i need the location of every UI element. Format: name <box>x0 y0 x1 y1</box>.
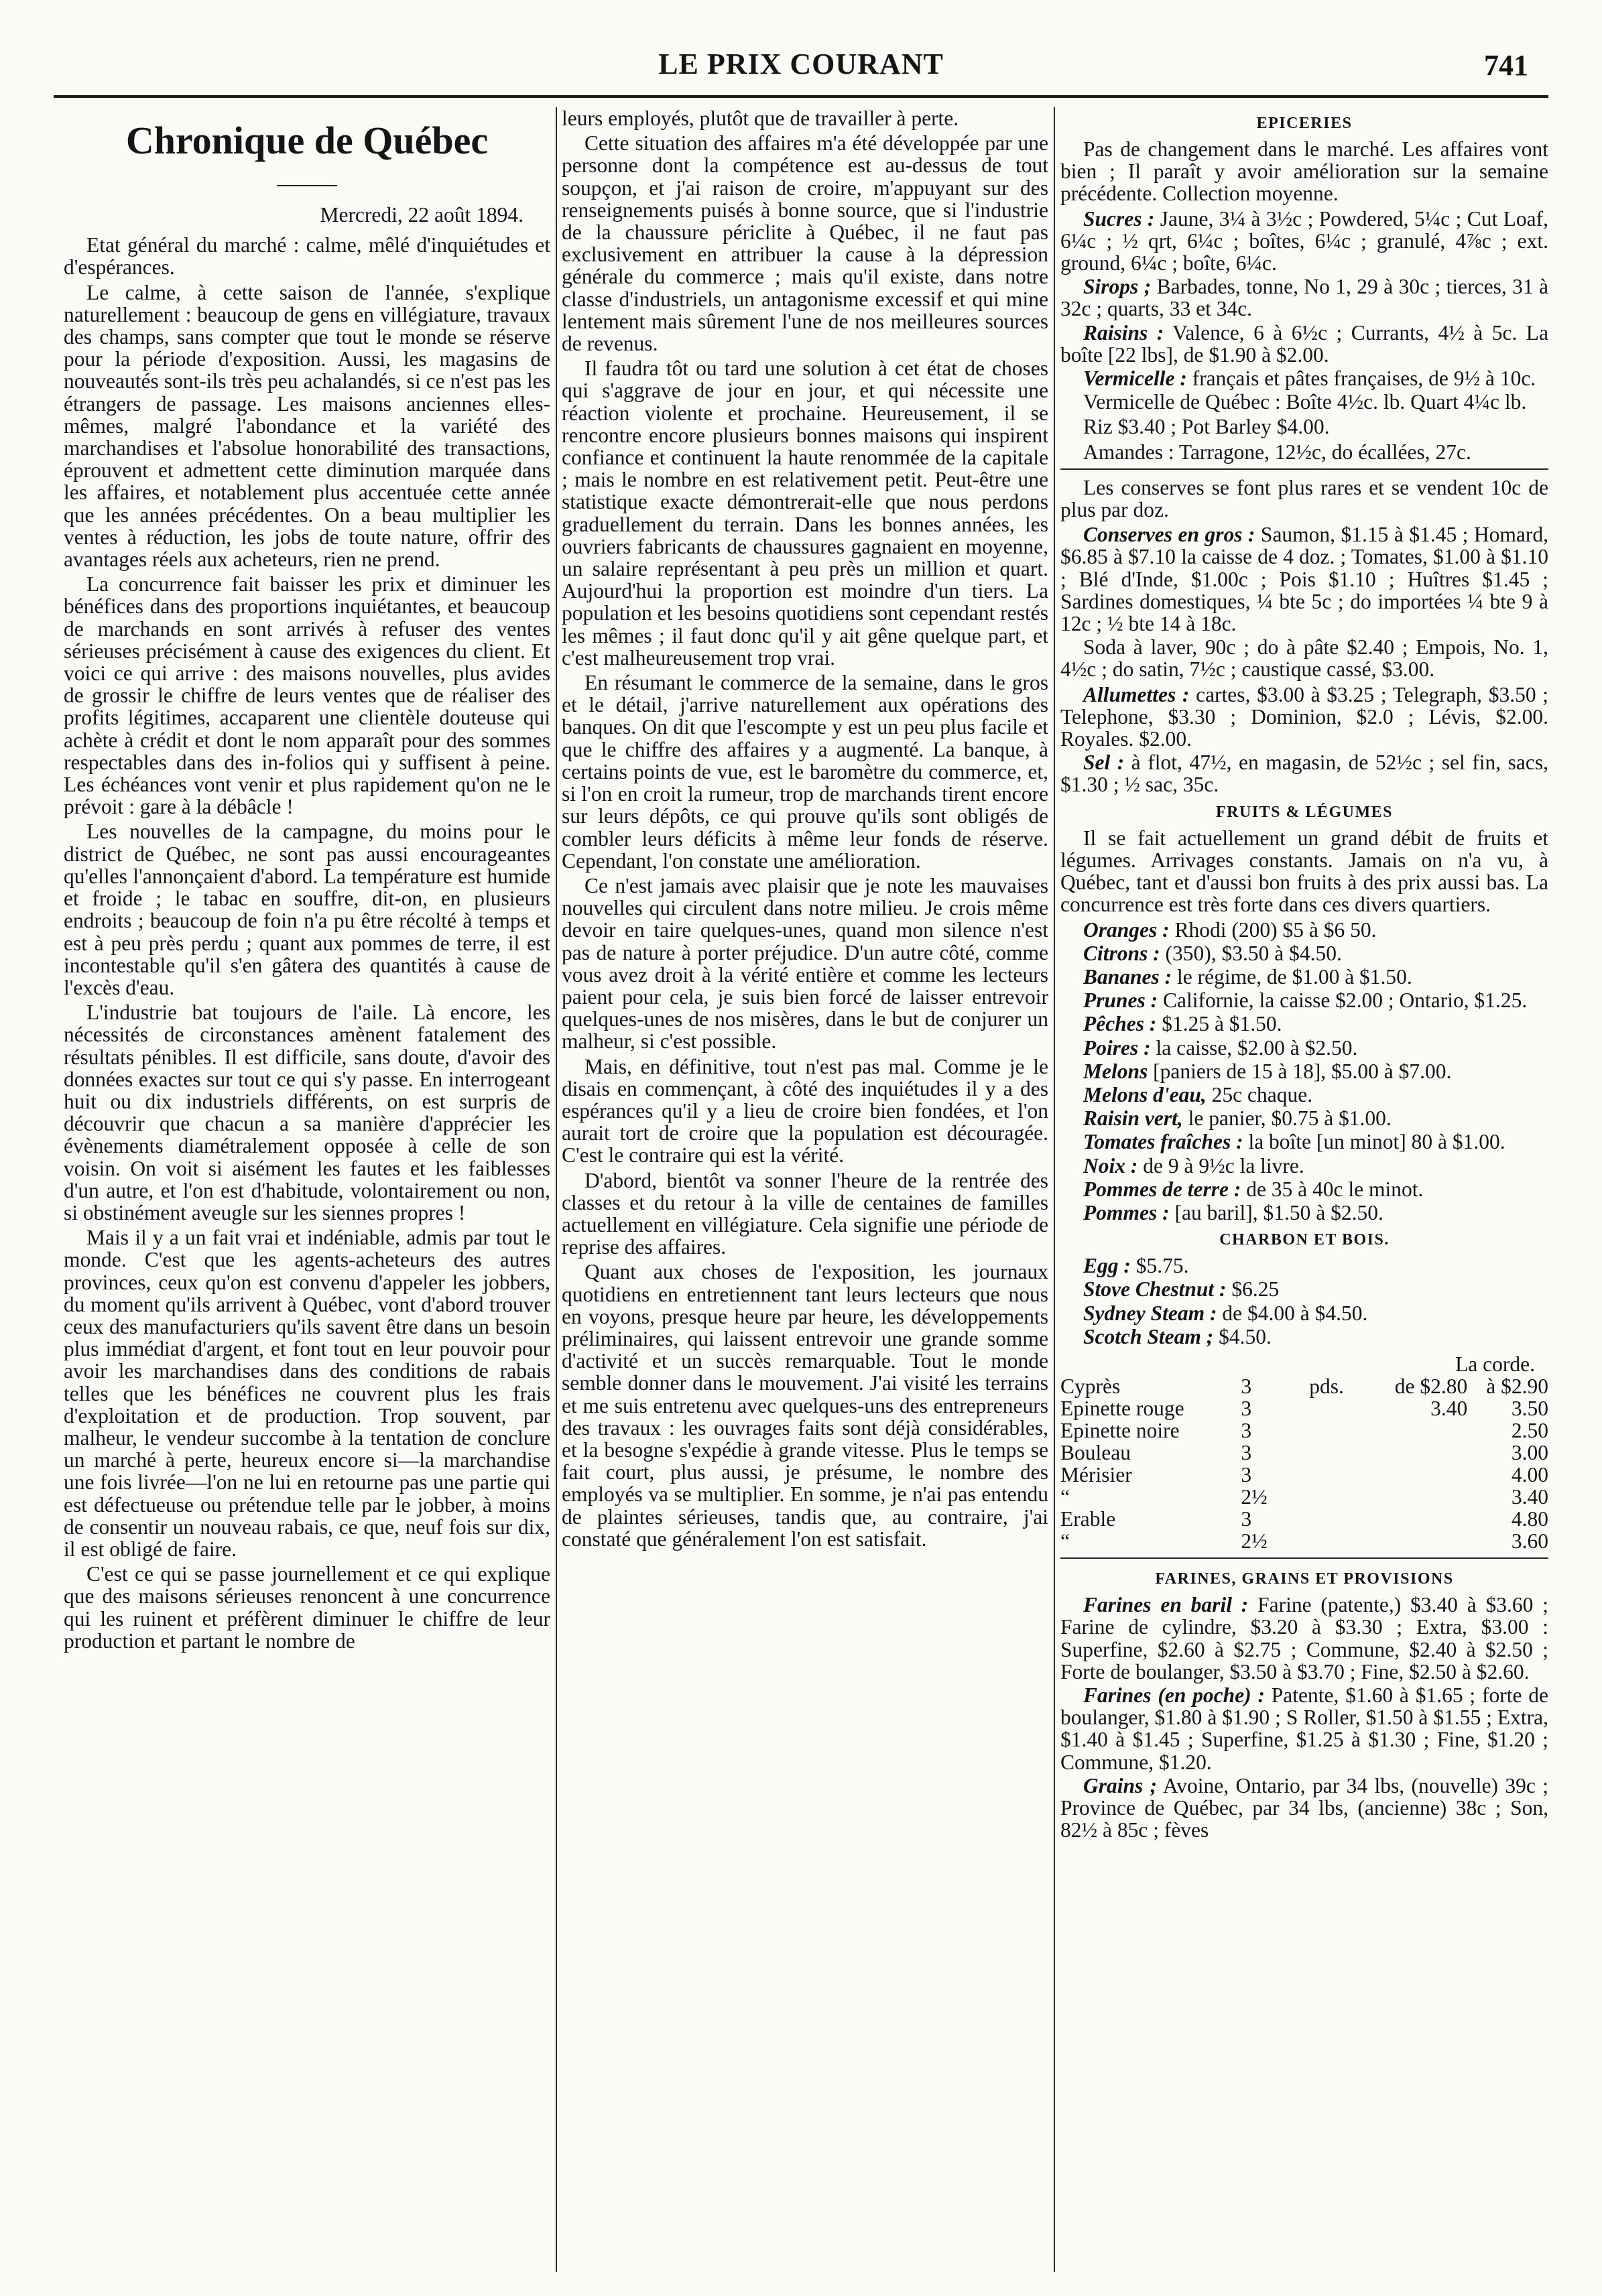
price-group <box>1060 523 1548 635</box>
section-heading-epiceries: EPICERIES <box>1256 115 1353 132</box>
price-label: Melons d'eau, <box>1083 1082 1207 1106</box>
price-text: [paniers de 15 à 18], $5.00 à $7.00. <box>1153 1059 1452 1083</box>
wood-name: “ <box>1060 1529 1070 1553</box>
column-rule <box>556 107 557 2272</box>
price-group <box>1060 1131 1548 1153</box>
price-group <box>1060 1037 1548 1059</box>
paragraph: Il faudra tôt ou tard une solution à cet état de choses qui s'aggrave de jour en jour, et qui nécessite une réaction violente et prochaine. Heureusement, il se rencontre encore plusieurs bonnes maisons qui inspirent confiance et continuent la haute renommée de la capitale ; mais le nombre en est relativement petit. Peut-être une statistique exacte démontrerait-elle que nous perdons graduellement du terrain. Dans les bonnes années, les ouvriers fabricants de chaussures gagnaient en moyenne, un salaire représentant à peu près un million et quart. Aujourd'hui la proportion est moindre d'un tiers. La population et les besoins quotidiens sont cependant restés les mêmes ; il faut donc qu'il y ait gêne quelque part, et c'est malheureusement trop vrai. <box>562 357 1048 669</box>
wood-name: Epinette noire <box>1060 1419 1180 1443</box>
price-label: Farines (en poche) : <box>1083 1683 1265 1707</box>
wood-name: Bouleau <box>1060 1441 1131 1465</box>
price-line: Amandes : Tarragone, 12½c, do écallées, 27c. <box>1083 440 1471 464</box>
price-group <box>1060 919 1548 941</box>
journal-title: LE PRIX COURANT <box>658 48 944 80</box>
price-group <box>1060 1684 1548 1773</box>
price-label: Noix : <box>1083 1153 1138 1177</box>
wood-price-high: 3.60 <box>1511 1529 1548 1553</box>
price-text: Valence, 6 à 6½c ; Currants, 4½ à 5c. La boîte [22 lbs], de $1.90 à $2.00. <box>1060 320 1548 367</box>
paragraph: En résumant le commerce de la semaine, dans le gros et le détail, j'arrive naturellement aux opérations des banques. On dit que l'escompte y est un peu plus facile et que le chiffre des affaires y a augmenté. La banque, à certains points de vue, est le baromètre du commerce, et, si l'on en croit la rumeur, trop de marchands tirent encore sur leurs dépôts, ce qui prouve qu'ils sont obligés de combler leurs déficits à même leur fonds de réserve. Cependant, l'on constate une amélioration. <box>562 671 1048 873</box>
market-intro: Les conserves se font plus rares et se vendent 10c de plus par doz. <box>1060 475 1548 522</box>
wood-name: Epinette rouge <box>1060 1397 1184 1421</box>
wood-price-low <box>1373 1442 1467 1464</box>
price-group <box>1060 275 1548 320</box>
price-text: Saumon, $1.15 à $1.45 ; Homard, $6.85 à $7.10 la caisse de 4 doz. ; Tomates, $1.00 à $1.10 ; Blé d'Inde, $1.00c ; Pois $1.10 ; Huîtres $1.45 ; Sardines domestiques, ¼ bte 5c ; do importées ¼ bte 9 à 12c ; ½ bte 14 à 18c. <box>1060 523 1548 636</box>
price-text: Patente, $1.60 à $1.65 ; forte de boulanger, $1.80 à $1.90 ; S Roller, $1.50 à $1.55 ; Extra, $1.40 à $1.45 ; Superfine, $1.25 à $1.30 ; Fine, $1.20 ; Commune, $1.20. <box>1060 1683 1548 1774</box>
paragraph: C'est ce qui se passe journellement et ce qui explique que des maisons sérieuses renoncent à une concurrence qui les ruinent et préfèrent diminuer le chiffre de leur production et partant le nombre de <box>64 1562 550 1653</box>
price-label: Scotch Steam ; <box>1083 1324 1214 1348</box>
paragraph: Ce n'est jamais avec plaisir que je note les mauvaises nouvelles qui circulent dans notre milieu. Je crois même devoir en taire quelques-unes, quand mon silence n'est pas de nature à porter préjudice. D'un autre côté, comme vous avez droit à la vérité entière et comme les lecteurs paient pour cela, je suis bien forcé de laisser entrevoir quelques-unes de nos misères, dans le but de conjurer un malheur, si c'est possible. <box>562 873 1048 1054</box>
header-rule <box>54 95 1548 98</box>
price-text: Avoine, Ontario, par 34 lbs, (nouvelle) 39c ; Province de Québec, par 34 lbs, (ancienne) 38c ; Son, 82½ à 85c ; fèves <box>1060 1773 1548 1842</box>
paragraph: Le calme, à cette saison de l'année, s'explique naturellement : beaucoup de gens en villégiature, travaux des champs, sans compter que tout le monde se réserve pour la période d'exposition. Aussi, les magasins de nouveautés sont-ils très peu achalandés, si ce n'est pas les étrangers de passage. Les maisons anciennes elles-mêmes, malgré l'abondance et la variété des marchandises et l'absolue honorabilité des transactions, éprouvent et admettent cette diminution marquée dans les affaires, et notablement plus accentuée cette année que les années précédentes. On a beau multiplier les ventes à réduction, les jobs de toute nature, offrir des avantages réels aux acheteurs, rien ne prend. <box>64 280 550 572</box>
table-row <box>1060 1442 1548 1464</box>
fruits-items <box>1060 919 1548 1224</box>
price-text: (350), $3.50 à $4.50. <box>1165 941 1342 965</box>
price-label: Citrons : <box>1083 941 1160 965</box>
price-group <box>1060 1255 1548 1277</box>
conserves-groups <box>1060 523 1548 635</box>
wood-price-high: 3.40 <box>1511 1485 1548 1509</box>
price-group <box>1060 1084 1548 1106</box>
price-text: 25c chaque. <box>1211 1082 1313 1106</box>
price-label: Grains ; <box>1083 1773 1158 1797</box>
price-text: le panier, $0.75 à $1.00. <box>1188 1106 1392 1131</box>
price-label: Bananes : <box>1083 964 1172 988</box>
wood-price-high: à $2.90 <box>1486 1375 1548 1399</box>
price-label: Raisins : <box>1083 320 1164 344</box>
price-label: Poires : <box>1083 1035 1151 1060</box>
section-rule <box>1060 468 1548 470</box>
price-group <box>1060 751 1548 795</box>
paragraph: leurs employés, plutôt que de travailler à perte. <box>562 107 959 130</box>
wood-price-low <box>1373 1530 1467 1552</box>
price-group <box>1060 322 1548 366</box>
wood-price-low <box>1373 1419 1467 1442</box>
table-row <box>1060 1530 1548 1552</box>
paragraph: Les nouvelles de la campagne, du moins pour le district de Québec, ne sont pas aussi encourageantes qu'elles l'annonçaient d'abord. La température est humide et froide ; le tabac en souffre, dit-on, en plusieurs endroits ; beaucoup de foin n'a pu être récolté à temps et est à peu près perdu ; quant aux pommes de terre, il est incontestable qu'il s'en gâtera des quantités à cause de l'excès d'eau. <box>64 820 550 999</box>
wood-name: “ <box>1060 1485 1070 1509</box>
column-rule <box>1054 107 1055 2272</box>
table-row <box>1060 1508 1548 1530</box>
price-group <box>1060 1278 1548 1300</box>
price-label: Conserves en gros : <box>1083 523 1255 547</box>
wood-price-high: 3.50 <box>1511 1397 1548 1421</box>
wood-name: Erable <box>1060 1507 1116 1531</box>
price-group <box>1060 942 1548 964</box>
table-row <box>1060 1464 1548 1486</box>
article-dateline: Mercredi, 22 août 1894. <box>320 203 523 227</box>
wood-price-low <box>1373 1464 1467 1486</box>
table-row <box>1060 1375 1548 1397</box>
price-label: Tomates fraîches : <box>1083 1130 1243 1154</box>
price-text: $4.50. <box>1219 1324 1272 1348</box>
price-text: $1.25 à $1.50. <box>1162 1012 1282 1036</box>
farines-items <box>1060 1594 1548 1841</box>
price-label: Farines en baril : <box>1083 1593 1249 1617</box>
wood-qty: 3 <box>1241 1397 1252 1421</box>
table-row <box>1060 1419 1548 1442</box>
price-text: cartes, $3.00 à $3.25 ; Telegraph, $3.50 ; Telephone, $3.30 ; Dominion, $2.0 ; Lévis, $2.00. Royales. $2.00. <box>1060 682 1548 751</box>
price-group <box>1060 1178 1548 1200</box>
price-group <box>1060 1060 1548 1082</box>
price-text: la boîte [un minot] 80 à $1.00. <box>1248 1130 1505 1154</box>
price-text: de 9 à 9½c la livre. <box>1143 1153 1304 1177</box>
price-group <box>1060 966 1548 988</box>
price-text: [au baril], $1.50 à $2.50. <box>1174 1200 1383 1224</box>
price-label: Sirops ; <box>1083 275 1152 299</box>
price-label: Stove Chestnut : <box>1083 1277 1227 1301</box>
price-label: Pommes de terre : <box>1083 1177 1241 1201</box>
paragraph: Cette situation des affaires m'a été développée par une personne dont la compétence est au-dessus de tout soupçon, et j'ai raison de croire, m'appuyant sur des renseignements puisés à bonne source, que si l'industrie de la chaussure périclite à Québec, il ne faut pas exclusivement en attribuer la cause à la dépression générale du commerce ; mais qu'il existe, dans notre classe d'industriels, un antagonisme excessif et qui mine lentement mais sûrement l'une de nos meilleures sources de revenus. <box>562 131 1048 356</box>
paragraph: Quant aux choses de l'exposition, les journaux quotidiens en entretiennent tant leurs lecteurs que nous en voyons, presque heure par heure, les développements préliminaires, qui laissent entrevoir une grande somme d'activité et un succès remarquable. Tout le monde semble donner dans le mouvement. J'ai visité les terrains et me suis entretenu avec quelques-uns des entrepreneurs des travaux : les ouvrages faits sont déjà considérables, et la besogne s'expédie à grande vitesse. Plus le temps se fait court, plus aussi, je présume, le nombre des employés va se multiplier. En somme, je n'ai pas entendu de plaintes sérieuses, tandis que, au contraire, j'ai constaté que généralement l'on est satisfait. <box>562 1260 1048 1551</box>
market-intro: Il se fait actuellement un grand débit de fruits et légumes. Arrivages constants. Jamais on n'a vu, à Québec, tant et d'aussi bon fruits à des prix aussi bas. La concurrence est très forte dans ces divers quartiers. <box>1060 826 1548 917</box>
wood-unit <box>1309 1419 1373 1442</box>
charbon-items <box>1060 1255 1548 1348</box>
price-label: Egg : <box>1083 1254 1131 1278</box>
wood-unit <box>1309 1530 1373 1552</box>
section-heading-charbon: CHARBON ET BOIS. <box>1219 1231 1390 1249</box>
wood-qty: 3 <box>1241 1419 1252 1443</box>
price-group <box>1060 1013 1548 1035</box>
section-rule <box>1060 1557 1548 1559</box>
wood-price-high: 2.50 <box>1511 1419 1548 1443</box>
price-label: Sucres : <box>1083 206 1155 231</box>
paragraph: Mais il y a un fait vrai et indéniable, admis par tout le monde. C'est que les agents-acheteurs des autres provinces, ceux qu'on est convenu d'appeler les jobbers, du moment qu'ils arrivent à Québec, vont d'abord trouver ceux des manufacturiers qu'ils savent être dans un besoin plus immédiat d'argent, et font tout en leur pouvoir pour avoir les marchandises dans des conditions de rabais telles que les bénéfices ne couvrent plus les frais d'exploitation et de production. Trop souvent, par malheur, le vendeur succombe à la tentation de conclure un marché à perte, heureux encore si—la marchandise une fois livrée—l'on ne lui en retourne pas une partie qui est défectueuse ou prétendue telle par le jobber, à moins de consentir un nouveau rabais, ce que, neuf fois sur dix, il est obligé de faire. <box>64 1226 550 1561</box>
wood-unit: pds. <box>1309 1375 1344 1399</box>
price-label: Sel : <box>1083 751 1125 775</box>
wood-qty: 3 <box>1241 1507 1252 1531</box>
wood-unit <box>1309 1486 1373 1508</box>
wood-unit <box>1309 1442 1373 1464</box>
wood-price-high: 4.00 <box>1511 1463 1548 1487</box>
price-group <box>1060 1202 1548 1224</box>
price-text: $6.25 <box>1231 1277 1280 1301</box>
paragraph: Mais, en définitive, tout n'est pas mal. Comme je le disais en commençant, à côté des inquiétudes il y a des espérances qu'il y a lieu de croire bien fondées, et l'on aurait tort de croire que la population est découragée. C'est le contraire qui est la vérité. <box>562 1054 1048 1167</box>
price-label: Raisin vert, <box>1083 1106 1183 1131</box>
price-text: la caisse, $2.00 à $2.50. <box>1156 1035 1358 1060</box>
price-text: de 35 à 40c le minot. <box>1246 1177 1424 1201</box>
price-line: Soda à laver, 90c ; do à pâte $2.40 ; Empois, No. 1, 4½c ; do satin, 7½c ; caustique cassé, $3.00. <box>1060 635 1548 682</box>
paragraph: Etat général du marché : calme, mêlé d'inquiétudes et d'espérances. <box>64 233 550 279</box>
price-text: Jaune, 3¼ à 3½c ; Powdered, 5¼c ; Cut Loaf, 6¼c ; ½ qrt, 6¼c ; boîtes, 6¼c ; granulé, 4⅞c ; ext. ground, 6¼c ; boîte, 6¼c. <box>1060 206 1548 275</box>
price-label: Melons <box>1083 1059 1148 1083</box>
price-label: Pommes : <box>1083 1200 1170 1224</box>
table-row <box>1060 1486 1548 1508</box>
wood-qty: 3 <box>1241 1441 1252 1465</box>
wood-price-low: 3.40 <box>1430 1397 1468 1421</box>
title-rule <box>277 185 337 186</box>
wood-qty: 3 <box>1241 1463 1252 1487</box>
price-label: Vermicelle : <box>1083 367 1187 391</box>
price-label: Prunes : <box>1083 988 1158 1013</box>
price-label: Oranges : <box>1083 917 1170 942</box>
wood-price-low <box>1373 1486 1467 1508</box>
wood-table-header: La corde. <box>1455 1352 1535 1376</box>
price-group <box>1060 1326 1548 1348</box>
price-group <box>1060 1594 1548 1683</box>
wood-price-low: de $2.80 <box>1394 1375 1468 1399</box>
article-title: Chronique de Québec <box>125 119 489 162</box>
price-group <box>1060 367 1548 389</box>
price-label: Pêches : <box>1083 1012 1157 1036</box>
column-1 <box>64 107 550 2252</box>
price-line: Vermicelle de Québec : Boîte 4½c. lb. Quart 4¼c lb. <box>1083 390 1527 414</box>
wood-unit <box>1309 1464 1373 1486</box>
paragraph: La concurrence fait baisser les prix et diminuer les bénéfices dans des proportions inquiétantes, et beaucoup de marchands en sont arrivés à refuser des ventes sérieuses précisément à cause des exigences du client. Et voici ce qui arrive : des maisons nouvelles, plus avides de grossir le chiffre de leurs ventes que de réaliser des profits légitimes, accaparent une clientèle douteuse qui achète à crédit et dont le nom apparaît pour des sommes respectables dans des in-folios qui y suffisent à peine. Les échéances vont venir et plus rapidement qu'on ne le prévoit : gare à la débâcle ! <box>64 572 550 819</box>
price-text: Rhodi (200) $5 à $6 50. <box>1174 917 1377 942</box>
running-head <box>54 40 1548 87</box>
column-2 <box>562 107 1048 2252</box>
paragraph: D'abord, bientôt va sonner l'heure de la rentrée des classes et du retour à la ville de centaines de familles actuellement en villégiature. Cela signifie une période de reprise des affaires. <box>562 1168 1048 1259</box>
wood-price-low <box>1373 1508 1467 1530</box>
paragraph: L'industrie bat toujours de l'aile. Là encore, les nécessités de circonstances amènent fatalement des résultats pénibles. Il est difficile, sans doute, d'avoir des données exactes sur tout ce qui s'y passe. En interrogeant huit ou dix industriels différents, on est surpris de découvrir que chacun a sa manière d'apprécier les évènements diamétralement opposée à celle de son voisin. On voit si aisément les fautes et les faiblesses d'un autre, et l'on est d'habitude, volontairement ou non, si obstinément aveugle sur les siennes propres ! <box>64 1001 550 1224</box>
price-text: $5.75. <box>1135 1254 1189 1278</box>
wood-unit <box>1309 1397 1373 1419</box>
price-group <box>1060 1107 1548 1129</box>
section-heading-farines: FARINES, GRAINS ET PROVISIONS <box>1155 1570 1454 1588</box>
section-heading-fruits: FRUITS & LÉGUMES <box>1215 803 1394 821</box>
price-text: français et pâtes françaises, de 9½ à 10c. <box>1192 367 1536 391</box>
price-text: Barbades, tonne, No 1, 29 à 30c ; tierces, 31 à 32c ; quarts, 33 et 34c. <box>1060 275 1548 321</box>
epiceries-groups <box>1060 208 1548 390</box>
price-label: Allumettes : <box>1083 682 1190 706</box>
column-3 <box>1060 107 1548 2252</box>
wood-unit <box>1309 1508 1373 1530</box>
price-group <box>1060 1775 1548 1842</box>
market-intro: Pas de changement dans le marché. Les affaires vont bien ; Il paraît y avoir amélioration sur la semaine précédente. Collection moyenne. <box>1060 137 1548 206</box>
price-text: de $4.00 à $4.50. <box>1222 1301 1368 1325</box>
wood-qty: 2½ <box>1241 1529 1268 1553</box>
price-group <box>1060 1302 1548 1324</box>
page-number: 741 <box>1484 49 1528 82</box>
price-text: le régime, de $1.00 à $1.50. <box>1177 964 1412 988</box>
wood-price-high: 4.80 <box>1511 1507 1548 1531</box>
wood-price-high: 3.00 <box>1511 1441 1548 1465</box>
price-group <box>1060 989 1548 1011</box>
price-text: Californie, la caisse $2.00 ; Ontario, $1.25. <box>1163 988 1528 1013</box>
wood-price-table <box>1060 1375 1548 1552</box>
price-line: Riz $3.40 ; Pot Barley $4.00. <box>1083 415 1330 439</box>
price-group <box>1060 684 1548 751</box>
price-group <box>1060 208 1548 275</box>
wood-name: Cyprès <box>1060 1375 1121 1399</box>
wood-qty: 3 <box>1241 1375 1252 1399</box>
price-label: Sydney Steam : <box>1083 1301 1217 1325</box>
price-text: à flot, 47½, en magasin, de 52½c ; sel fin, sacs, $1.30 ; ½ sac, 35c. <box>1060 751 1548 797</box>
table-row <box>1060 1397 1548 1419</box>
wood-name: Mérisier <box>1060 1463 1132 1487</box>
wood-qty: 2½ <box>1241 1485 1268 1509</box>
price-text: Farine (patente,) $3.40 à $3.60 ; Farine de cylindre, $3.20 à $3.30 ; Extra, $3.00 : Superfine, $2.60 à $2.75 ; Commune, $2.40 à $2.50 ; Forte de boulanger, $3.50 à $3.70 ; Fine, $2.50 à $2.60. <box>1060 1593 1548 1683</box>
price-group <box>1060 1155 1548 1177</box>
